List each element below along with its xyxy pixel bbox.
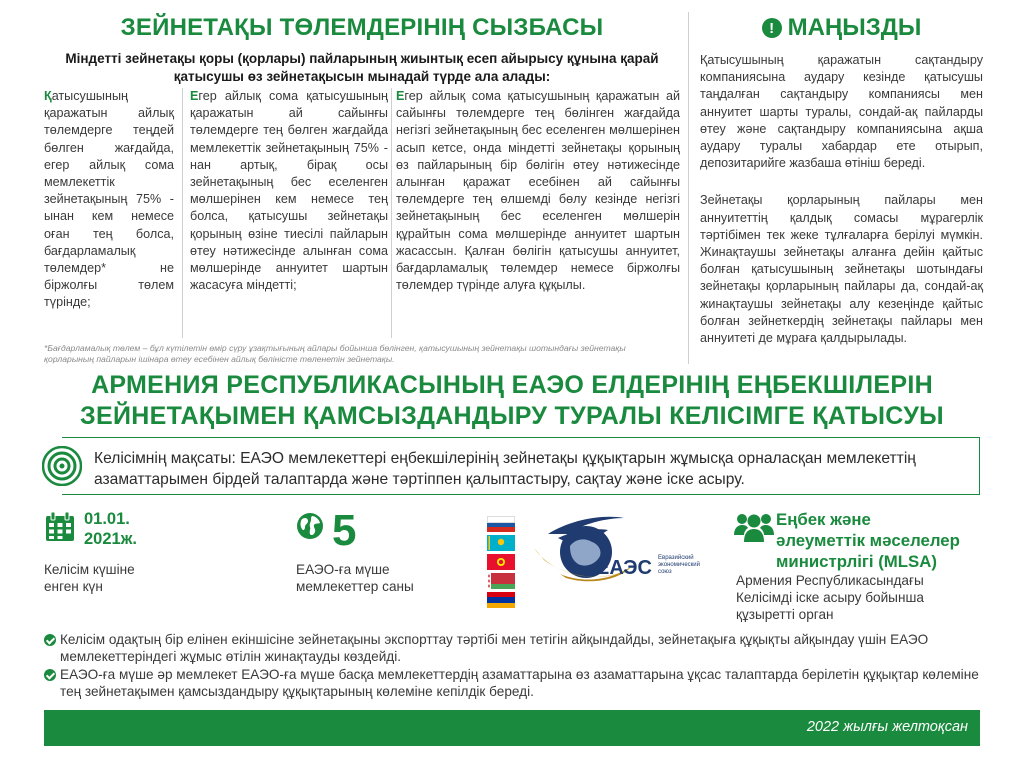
ministry-label [736,572,986,623]
ministry-title [776,509,986,572]
scheme-column-3-text: гер айлық сома қатысушының қаражатын ай сайынғы төлемдерге тең бөлінген жағдайда негізгі зейнетақының бес еселенген мөлшерінен асып кетсе, онда міндетті зейнетақы қорының өз пайларының бір бөлігін өтеу нәтижесінде алынған қаражат есебінен ай сайынғы төлемдерге тең өлшемді бөлу кезінде негізгі зейнетақының бес еселенген мөлшерін құрайтын сома мөлшерінде аннуитет шартын жасассын. Қалған бөлігін қатысушы аннуитет, бағдарламалық төлемдер немесе біржолғы төлемдер түрінде алуға құқылы. [396,89,680,293]
date-value-line-1: 01.01. [84,510,130,528]
ministry-label-line-3: құзыретті орган [736,607,834,622]
list-item [44,667,984,700]
bullet-list [44,632,984,702]
exclamation-circle-icon: ! [762,18,782,38]
column-divider [182,88,183,338]
scheme-column-1 [44,88,174,312]
dropcap-3: Е [396,89,405,103]
target-icon [42,446,82,486]
calendar-icon [44,511,76,543]
important-paragraph-1: Қатысушының қаражатын сақтандыру компаниясына аудару кезінде қатысушы таңдалған сақтандыру компаниясы мен аннуитет шарты туралы, сондай-ақ пайларды өтеу және сақтандыру компаниясына ақша аудару туралы хабардар ете отырып, депозитарийге жазбаша өтініш береді. [700,53,983,171]
members-label [296,561,414,595]
dropcap-2: Е [190,89,199,103]
flag-armenia-icon [487,592,515,608]
members-label-line-1: ЕАЭО-ға мүше [296,562,390,577]
flag-russia-icon [487,516,515,532]
ministry-label-line-2: Келісімді іске асыру бойынша [736,590,924,605]
eaeu-logo-subtext: экономический [658,562,701,568]
footnote: *Бағдарламалық төлем – бұл күтілетін өмір сүру ұзақтығының айлары бойынша бөлінген, қатысушының зейнетақы шотындағы зейнетақы қорларының пайларын ішінара өтеу есебінен айлық бөліністе төленетін зейнетақы. [44,343,626,364]
eaeu-logo-text: ЕАЭС [596,557,652,579]
goal-text: Келісімнің мақсаты: ЕАЭО мемлекеттері еңбекшілерінің зейнетақы құқықтарын жұмысқа орналасқан мемлекеттің азаматтарымен бірдей талаптарда және тәртіппен қалыптастыру, сақтау және іске асыру. [94,450,916,488]
people-group-icon [734,511,774,543]
flag-kyrgyzstan-icon [487,554,515,570]
important-title: МАҢЫЗДЫ [787,14,922,41]
flag-belarus-icon [487,573,515,589]
date-value-line-2: 2021ж. [84,530,137,548]
ministry-title-line-1: Еңбек және [776,510,871,529]
pension-scheme-section [44,14,680,310]
scheme-column-1-text: атысушының қаражатын айлық төлемдерге теңдей бөлген жағдайда, егер айлық сома мемлекеттік зейнетақының 75% - ынан кем немесе оған тең болса, бағдарламалық төлемдер* не біржолғы төлем түрінде; [44,89,174,310]
pension-scheme-title: ЗЕЙНЕТАҚЫ ТӨЛЕМДЕРІНІҢ СЫЗБАСЫ [120,14,604,41]
important-title-row [700,14,983,42]
ministry-label-line-1: Армения Республикасындағы [736,573,924,588]
date-label-line-1: Келісім күшіне [44,562,135,577]
scheme-column-2 [190,88,388,294]
members-count: 5 [332,506,357,555]
date-value [84,509,137,549]
ministry-title-line-2: әлеуметтік мәселелер [776,531,960,550]
agreement-title-line-2: ЗЕЙНЕТАҚЫМЕН ҚАМСЫЗДАНДЫРУ ТУРАЛЫ КЕЛІСІМГЕ ҚАТЫСУЫ [80,402,944,430]
ministry-title-line-3: министрлігі (MLSA) [776,552,937,571]
globe-icon [296,512,324,540]
agreement-title-line-1: АРМЕНИЯ РЕСПУБЛИКАСЫНЫҢ ЕАЭО ЕЛДЕРІНІҢ ЕҢБЕКШІЛЕРІН [91,371,933,399]
eaeu-logo [520,512,720,586]
flag-kazakhstan-icon [487,535,515,551]
footer-date: 2022 жылғы желтоқсан [806,719,968,735]
pension-scheme-subtitle: Міндетті зейнетақы қоры (қорлары) пайларының жиынтық есеп айырысу құнына қарай қатысушы өз зейнетақысын мынадай түрде ала алады: [65,51,659,84]
eaeu-logo-subtext: союз [658,569,672,575]
eaeu-logo-subtext: Евразийский [658,555,694,561]
date-label-line-2: енген күн [44,579,103,594]
date-label [44,561,135,595]
scheme-column-2-text: гер айлық сома қатысушының қаражатын ай сайынғы төлемдерге тең бөлген жағдайда мемлекеттік зейнетақының 75% - нан артық, бірақ осы зейнетақының бес еселенген мөлшерінен кем немесе тең болса, қатысушы зейнетақы қорының өзіне тиесілі пайларын өтеу нәтижесінде алынған сома мөлшерінде аннуитет шартын жасасуға міндетті; [190,89,388,293]
check-circle-icon [44,669,56,681]
column-divider [391,88,392,338]
vertical-divider [688,12,689,364]
important-section [700,14,983,347]
check-circle-icon [44,634,56,646]
footer-bar [44,710,980,746]
list-item-text: ЕАЭО-ға мүше әр мемлекет ЕАЭО-ға мүше басқа мемлекеттердің азаматтарына өз азаматтарына ұқсас талаптарда берілетін құқықтар көлеміне тең зейнетақымен қамсыздандыру құқықтарының көлеміне кепілдік береді. [60,667,979,699]
list-item-text: Келісім одақтың бір елінен екіншісіне зейнетақыны экспорттау тәртібі мен тетігін айқындайды, зейнетақыға құқықты айқындау үшін ЕАЭО мемлекеттеріндегі жұмыс өтілін жинақтауды көздейді. [60,632,929,664]
list-item [44,632,984,665]
member-flags [487,516,515,611]
scheme-column-3 [396,88,680,294]
members-label-line-2: мемлекеттер саны [296,579,414,594]
important-paragraph-2: Зейнетақы қорларының пайлары мен аннуитеттің қалдық сомасы мұрагерлік тәртібімен тек жеке тұлғаларға берілуі мүмкін. Жинақтаушы зейнетақы алғанға дейін қайтыс болған қатысушының зейнетақы шотындағы зейнетақы қорларының пайлары да, сондай-ақ жинақтаушы зейнетақы алу кезеңінде қайтыс болған зейнеткердің зейнетақы пайлары мен аннуитеті де мұраға қалдырылады. [700,193,983,346]
agreement-title [44,370,980,432]
dropcap-1: Қ [44,89,52,103]
scheme-columns [44,88,680,338]
